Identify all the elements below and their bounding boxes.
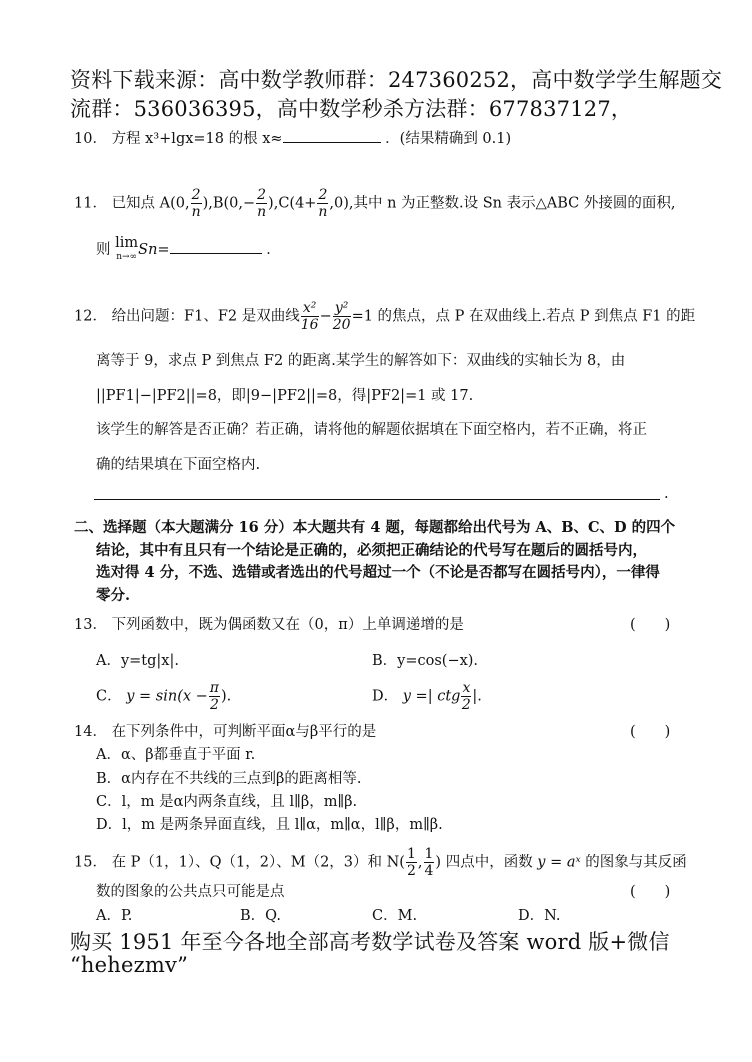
comma: ,: [417, 854, 423, 871]
period: ．: [266, 242, 281, 258]
question-text: 则: [96, 242, 111, 258]
question-text: ) 四点中，函数: [435, 854, 533, 871]
question-number: 12．: [74, 308, 107, 325]
fraction-numerator: 1: [406, 846, 416, 862]
point-c: ),C(4+: [268, 195, 317, 212]
fraction-numerator: x: [462, 680, 471, 696]
minus-sign: −: [319, 308, 332, 325]
question-15: [74, 846, 687, 879]
question-12-line-2: 离等于 9，求点 P 到焦点 F2 的距离.某学生的解答如下：双曲线的实轴长为 8，由: [96, 353, 626, 369]
equals-sign: =: [157, 242, 170, 258]
formula: y =| ctg: [402, 688, 461, 705]
footer-line-1: 购买 1951 年至今各地全部高考数学试卷及答案 word 版+微信: [70, 930, 670, 954]
answer-blank[interactable]: [170, 253, 262, 254]
fraction: [191, 187, 202, 220]
option-label: C．: [96, 688, 122, 705]
option-d: D．N.: [518, 908, 561, 924]
question-10: [74, 127, 511, 148]
question-text: 在下列条件中，可判断平面α与β平行的是: [111, 724, 377, 740]
formula: y = aˣ: [537, 854, 581, 871]
section-2-line-1: 二、选择题（本大题满分 16 分）本大题共有 4 题，每题都给出代号为 A、B、C、D 的四个: [74, 519, 676, 536]
point-b: ),B(0,−: [202, 195, 256, 212]
question-12-line-4: 该学生的解答是否正确？若正确，请将他的解题依据填在下面空格内，若不正确，将正: [96, 422, 647, 438]
option-d: D．l，m 是两条异面直线，且 l∥α，m∥α，l∥β，m∥β.: [96, 817, 443, 833]
fraction: [209, 680, 220, 713]
period: .: [664, 486, 669, 502]
question-text: 在 P（1，1）、Q（1，2）、M（2，3）和 N(: [111, 854, 405, 871]
fraction-numerator: 2: [257, 187, 267, 203]
option-label: D．: [372, 688, 399, 705]
question-text: 方程 x³+lgx=18 的根 x≈: [111, 131, 283, 147]
fraction: [424, 846, 435, 879]
question-13: [74, 613, 464, 634]
question-14: [74, 720, 376, 741]
option-a: A．P.: [96, 908, 133, 924]
question-text: =1 的焦点，点 P 在双曲线上.若点 P 到焦点 F1 的距: [351, 308, 696, 325]
question-text: 给出问题：F1、F2 是双曲线: [111, 308, 300, 325]
question-11-line-2: [96, 236, 281, 264]
fraction-numerator: x²: [301, 300, 319, 317]
answer-parentheses[interactable]: ( ): [630, 724, 671, 740]
option-c: C．l，m 是α内两条直线，且 l∥β，m∥β.: [96, 794, 358, 810]
question-number: 15．: [74, 854, 107, 871]
answer-parentheses[interactable]: ( ): [630, 884, 671, 900]
fraction: [301, 300, 319, 333]
option-a: A．α、β都垂直于平面 r.: [96, 747, 256, 763]
section-2-line-3: 选对得 4 分，不选、选错或者选出的代号超过一个（不论是否都写在圆括号内），一律得: [96, 564, 660, 581]
option-b: B．α内存在不共线的三点到β的距离相等.: [96, 771, 362, 787]
fraction-denominator: 2: [461, 697, 471, 713]
fraction-denominator: n: [318, 204, 328, 220]
option-d: [372, 680, 482, 713]
option-b: B．y=cos(−x).: [372, 653, 479, 669]
fraction-numerator: π: [209, 680, 219, 696]
option-c: [96, 680, 231, 713]
question-15-line-2: 数的图象的公共点只可能是点: [96, 884, 285, 900]
fraction: [317, 187, 328, 220]
footer-line-2: “hehezmv”: [70, 953, 189, 977]
point-a: 已知点 A(0,: [111, 195, 190, 212]
fraction: [461, 680, 471, 713]
fraction: [406, 846, 417, 879]
limit-subscript: n→∞: [116, 252, 138, 262]
section-2-line-2: 结论，其中有且只有一个结论是正确的，必须把正确结论的代号写在题后的圆括号内，: [96, 542, 647, 559]
question-12-line-5: 确的结果填在下面空格内.: [96, 457, 261, 473]
question-12-line-3: ||PF1|−|PF2||=8，即|9−|PF2||=8，得|PF2|=1 或 17.: [96, 388, 474, 404]
question-number: 14．: [74, 724, 107, 740]
sn-symbol: Sn: [138, 242, 158, 258]
section-2-line-4: 零分.: [96, 587, 131, 604]
option-c: C．M.: [372, 908, 418, 924]
fraction: [256, 187, 267, 220]
question-number: 13．: [74, 617, 107, 633]
question-number: 11．: [74, 195, 107, 212]
question-text-end: ．(结果精确到 0.1): [385, 131, 512, 147]
option-b: B．Q.: [240, 908, 281, 924]
header-line-1: 资料下载来源：高中数学教师群：247360252，高中数学学生解题交: [70, 68, 723, 92]
fraction-numerator: 2: [191, 187, 201, 203]
fraction-denominator: 2: [209, 697, 219, 713]
question-number: 10．: [74, 131, 107, 147]
fraction-denominator: 4: [424, 863, 434, 879]
fraction-denominator: 20: [332, 317, 351, 333]
fraction-numerator: y²: [333, 300, 351, 317]
fraction-denominator: n: [191, 204, 201, 220]
question-11: [74, 187, 676, 220]
answer-blank[interactable]: [283, 142, 381, 143]
question-text: ,0),其中 n 为正整数.设 Sn 表示△ABC 外接圆的面积,: [329, 195, 676, 212]
limit-label: lim: [115, 235, 139, 251]
formula: |.: [472, 688, 482, 705]
option-a: A．y=tg|x|.: [96, 653, 179, 669]
fraction-numerator: 2: [318, 187, 328, 203]
formula: ).: [221, 688, 232, 705]
question-text: 下列函数中，既为偶函数又在（0，π）上单调递增的是: [111, 617, 464, 633]
header-line-2: 流群：536036395，高中数学秒杀方法群：677837127，: [70, 97, 633, 121]
formula: y = sin(x −: [126, 688, 208, 705]
limit-expression: [115, 236, 138, 264]
fraction-denominator: 16: [300, 317, 319, 333]
answer-parentheses[interactable]: ( ): [630, 617, 671, 633]
fraction-denominator: n: [257, 204, 267, 220]
fraction: [333, 300, 351, 333]
fraction-denominator: 2: [406, 863, 416, 879]
question-12: [74, 300, 695, 333]
question-text: 的图象与其反函: [585, 854, 687, 871]
answer-line[interactable]: [94, 499, 660, 500]
fraction-numerator: 1: [424, 846, 434, 862]
